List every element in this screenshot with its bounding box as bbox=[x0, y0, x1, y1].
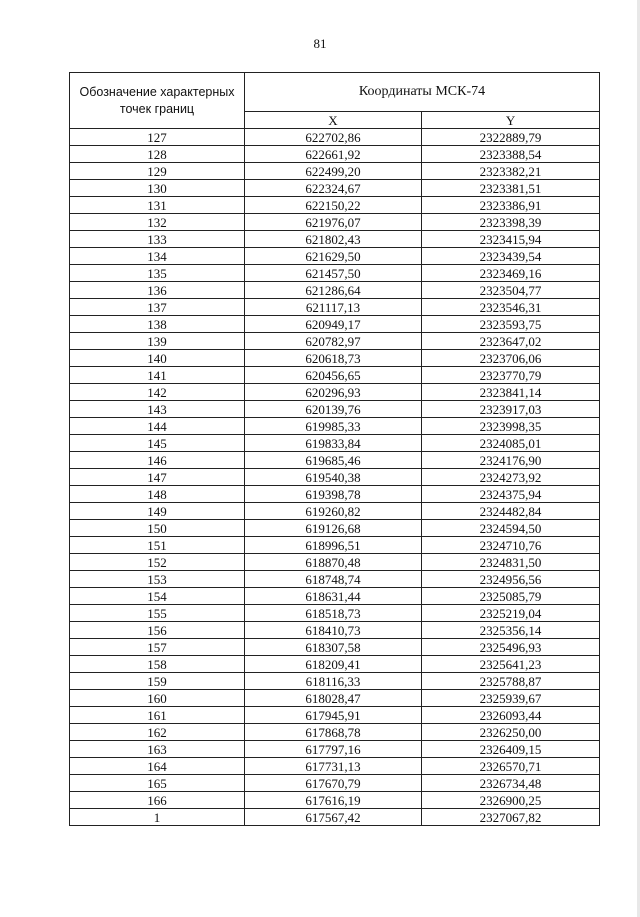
y-coordinate-cell: 2324085,01 bbox=[422, 435, 600, 452]
table-row bbox=[70, 503, 600, 520]
table-row bbox=[70, 299, 600, 316]
table-row bbox=[70, 622, 600, 639]
point-label-header: Обозначение характерных точек границ bbox=[70, 73, 245, 129]
y-coordinate-cell: 2323841,14 bbox=[422, 384, 600, 401]
x-coordinate-cell: 618631,44 bbox=[245, 588, 422, 605]
table-row bbox=[70, 605, 600, 622]
y-coordinate-cell: 2326900,25 bbox=[422, 792, 600, 809]
x-column-header: X bbox=[245, 112, 422, 129]
point-id-cell: 137 bbox=[70, 299, 245, 316]
y-coordinate-cell: 2325496,93 bbox=[422, 639, 600, 656]
table-row bbox=[70, 367, 600, 384]
table-row bbox=[70, 435, 600, 452]
point-id-cell: 155 bbox=[70, 605, 245, 622]
point-id-cell: 159 bbox=[70, 673, 245, 690]
y-coordinate-cell: 2324956,56 bbox=[422, 571, 600, 588]
point-id-cell: 153 bbox=[70, 571, 245, 588]
y-coordinate-cell: 2325641,23 bbox=[422, 656, 600, 673]
table-row bbox=[70, 571, 600, 588]
point-id-cell: 157 bbox=[70, 639, 245, 656]
point-id-cell: 132 bbox=[70, 214, 245, 231]
point-id-cell: 128 bbox=[70, 146, 245, 163]
point-id-cell: 135 bbox=[70, 265, 245, 282]
x-coordinate-cell: 619685,46 bbox=[245, 452, 422, 469]
point-id-cell: 131 bbox=[70, 197, 245, 214]
x-coordinate-cell: 617731,13 bbox=[245, 758, 422, 775]
y-coordinate-cell: 2323546,31 bbox=[422, 299, 600, 316]
x-coordinate-cell: 622150,22 bbox=[245, 197, 422, 214]
point-id-cell: 164 bbox=[70, 758, 245, 775]
x-coordinate-cell: 618307,58 bbox=[245, 639, 422, 656]
table-row bbox=[70, 384, 600, 401]
table-row bbox=[70, 265, 600, 282]
x-coordinate-cell: 617616,19 bbox=[245, 792, 422, 809]
coord-system-header: Координаты МСК-74 bbox=[245, 73, 600, 112]
table-row bbox=[70, 469, 600, 486]
y-coordinate-cell: 2323469,16 bbox=[422, 265, 600, 282]
y-coordinate-cell: 2325788,87 bbox=[422, 673, 600, 690]
y-coordinate-cell: 2323706,06 bbox=[422, 350, 600, 367]
point-id-cell: 133 bbox=[70, 231, 245, 248]
x-coordinate-cell: 618410,73 bbox=[245, 622, 422, 639]
x-coordinate-cell: 619260,82 bbox=[245, 503, 422, 520]
y-coordinate-cell: 2326250,00 bbox=[422, 724, 600, 741]
y-coordinate-cell: 2325085,79 bbox=[422, 588, 600, 605]
y-coordinate-cell: 2326734,48 bbox=[422, 775, 600, 792]
y-coordinate-cell: 2323998,35 bbox=[422, 418, 600, 435]
x-coordinate-cell: 619985,33 bbox=[245, 418, 422, 435]
x-coordinate-cell: 621457,50 bbox=[245, 265, 422, 282]
point-id-cell: 1 bbox=[70, 809, 245, 826]
point-id-cell: 130 bbox=[70, 180, 245, 197]
point-id-cell: 154 bbox=[70, 588, 245, 605]
point-id-cell: 165 bbox=[70, 775, 245, 792]
point-id-cell: 142 bbox=[70, 384, 245, 401]
y-coordinate-cell: 2324273,92 bbox=[422, 469, 600, 486]
point-id-cell: 138 bbox=[70, 316, 245, 333]
y-coordinate-cell: 2322889,79 bbox=[422, 129, 600, 146]
point-id-cell: 129 bbox=[70, 163, 245, 180]
x-coordinate-cell: 621117,13 bbox=[245, 299, 422, 316]
y-coordinate-cell: 2324594,50 bbox=[422, 520, 600, 537]
x-coordinate-cell: 618996,51 bbox=[245, 537, 422, 554]
table-row bbox=[70, 316, 600, 333]
table-row bbox=[70, 197, 600, 214]
y-coordinate-cell: 2323770,79 bbox=[422, 367, 600, 384]
y-coordinate-cell: 2326093,44 bbox=[422, 707, 600, 724]
x-coordinate-cell: 620949,17 bbox=[245, 316, 422, 333]
table-row bbox=[70, 724, 600, 741]
y-coordinate-cell: 2324831,50 bbox=[422, 554, 600, 571]
table-row bbox=[70, 486, 600, 503]
table-row bbox=[70, 707, 600, 724]
point-id-cell: 143 bbox=[70, 401, 245, 418]
y-coordinate-cell: 2323647,02 bbox=[422, 333, 600, 350]
x-coordinate-cell: 621802,43 bbox=[245, 231, 422, 248]
y-coordinate-cell: 2323504,77 bbox=[422, 282, 600, 299]
point-id-cell: 139 bbox=[70, 333, 245, 350]
y-coordinate-cell: 2323593,75 bbox=[422, 316, 600, 333]
x-coordinate-cell: 617868,78 bbox=[245, 724, 422, 741]
header-row-top bbox=[70, 73, 600, 112]
x-coordinate-cell: 621629,50 bbox=[245, 248, 422, 265]
table-row bbox=[70, 129, 600, 146]
x-coordinate-cell: 617945,91 bbox=[245, 707, 422, 724]
point-id-cell: 151 bbox=[70, 537, 245, 554]
x-coordinate-cell: 618028,47 bbox=[245, 690, 422, 707]
table-row bbox=[70, 656, 600, 673]
point-id-cell: 160 bbox=[70, 690, 245, 707]
x-coordinate-cell: 617797,16 bbox=[245, 741, 422, 758]
point-id-cell: 145 bbox=[70, 435, 245, 452]
table-row bbox=[70, 792, 600, 809]
x-coordinate-cell: 618748,74 bbox=[245, 571, 422, 588]
table-row bbox=[70, 673, 600, 690]
table-row bbox=[70, 163, 600, 180]
x-coordinate-cell: 618518,73 bbox=[245, 605, 422, 622]
y-coordinate-cell: 2323386,91 bbox=[422, 197, 600, 214]
x-coordinate-cell: 620782,97 bbox=[245, 333, 422, 350]
table-row bbox=[70, 231, 600, 248]
point-id-cell: 147 bbox=[70, 469, 245, 486]
y-coordinate-cell: 2324176,90 bbox=[422, 452, 600, 469]
y-coordinate-cell: 2326570,71 bbox=[422, 758, 600, 775]
table-row bbox=[70, 690, 600, 707]
x-coordinate-cell: 622702,86 bbox=[245, 129, 422, 146]
table-row bbox=[70, 248, 600, 265]
point-id-cell: 163 bbox=[70, 741, 245, 758]
page-number: 81 bbox=[313, 36, 327, 51]
table-body bbox=[70, 129, 600, 826]
table-row bbox=[70, 418, 600, 435]
point-id-cell: 136 bbox=[70, 282, 245, 299]
point-id-cell: 146 bbox=[70, 452, 245, 469]
y-coordinate-cell: 2325939,67 bbox=[422, 690, 600, 707]
y-coordinate-cell: 2323382,21 bbox=[422, 163, 600, 180]
table-row bbox=[70, 809, 600, 826]
point-id-cell: 148 bbox=[70, 486, 245, 503]
point-id-cell: 166 bbox=[70, 792, 245, 809]
table-row bbox=[70, 333, 600, 350]
y-coordinate-cell: 2323415,94 bbox=[422, 231, 600, 248]
point-id-cell: 161 bbox=[70, 707, 245, 724]
y-coordinate-cell: 2324482,84 bbox=[422, 503, 600, 520]
y-coordinate-cell: 2323381,51 bbox=[422, 180, 600, 197]
y-coordinate-cell: 2327067,82 bbox=[422, 809, 600, 826]
point-id-cell: 150 bbox=[70, 520, 245, 537]
x-coordinate-cell: 619126,68 bbox=[245, 520, 422, 537]
point-id-cell: 158 bbox=[70, 656, 245, 673]
point-id-cell: 152 bbox=[70, 554, 245, 571]
y-coordinate-cell: 2325219,04 bbox=[422, 605, 600, 622]
x-coordinate-cell: 618116,33 bbox=[245, 673, 422, 690]
y-coordinate-cell: 2326409,15 bbox=[422, 741, 600, 758]
table-row bbox=[70, 520, 600, 537]
x-coordinate-cell: 619398,78 bbox=[245, 486, 422, 503]
x-coordinate-cell: 618209,41 bbox=[245, 656, 422, 673]
x-coordinate-cell: 620139,76 bbox=[245, 401, 422, 418]
table-row bbox=[70, 537, 600, 554]
table-row bbox=[70, 282, 600, 299]
point-id-cell: 134 bbox=[70, 248, 245, 265]
point-id-cell: 144 bbox=[70, 418, 245, 435]
x-coordinate-cell: 620296,93 bbox=[245, 384, 422, 401]
y-coordinate-cell: 2324710,76 bbox=[422, 537, 600, 554]
x-coordinate-cell: 622661,92 bbox=[245, 146, 422, 163]
table-row bbox=[70, 741, 600, 758]
table-row bbox=[70, 180, 600, 197]
point-id-cell: 156 bbox=[70, 622, 245, 639]
y-coordinate-cell: 2323388,54 bbox=[422, 146, 600, 163]
x-coordinate-cell: 617670,79 bbox=[245, 775, 422, 792]
x-coordinate-cell: 620456,65 bbox=[245, 367, 422, 384]
table-row bbox=[70, 775, 600, 792]
x-coordinate-cell: 622324,67 bbox=[245, 180, 422, 197]
x-coordinate-cell: 619833,84 bbox=[245, 435, 422, 452]
table-row bbox=[70, 639, 600, 656]
y-column-header: Y bbox=[422, 112, 600, 129]
point-id-cell: 162 bbox=[70, 724, 245, 741]
x-coordinate-cell: 617567,42 bbox=[245, 809, 422, 826]
table-row bbox=[70, 758, 600, 775]
table-row bbox=[70, 554, 600, 571]
x-coordinate-cell: 621976,07 bbox=[245, 214, 422, 231]
table-row bbox=[70, 214, 600, 231]
point-id-cell: 141 bbox=[70, 367, 245, 384]
point-id-cell: 127 bbox=[70, 129, 245, 146]
x-coordinate-cell: 621286,64 bbox=[245, 282, 422, 299]
table-row bbox=[70, 350, 600, 367]
x-coordinate-cell: 620618,73 bbox=[245, 350, 422, 367]
point-id-cell: 140 bbox=[70, 350, 245, 367]
point-id-cell: 149 bbox=[70, 503, 245, 520]
y-coordinate-cell: 2324375,94 bbox=[422, 486, 600, 503]
y-coordinate-cell: 2325356,14 bbox=[422, 622, 600, 639]
y-coordinate-cell: 2323439,54 bbox=[422, 248, 600, 265]
y-coordinate-cell: 2323398,39 bbox=[422, 214, 600, 231]
coordinates-table bbox=[69, 72, 600, 826]
x-coordinate-cell: 619540,38 bbox=[245, 469, 422, 486]
x-coordinate-cell: 618870,48 bbox=[245, 554, 422, 571]
x-coordinate-cell: 622499,20 bbox=[245, 163, 422, 180]
table-header bbox=[70, 73, 600, 129]
y-coordinate-cell: 2323917,03 bbox=[422, 401, 600, 418]
table-row bbox=[70, 146, 600, 163]
table-row bbox=[70, 401, 600, 418]
table-row bbox=[70, 588, 600, 605]
table-row bbox=[70, 452, 600, 469]
